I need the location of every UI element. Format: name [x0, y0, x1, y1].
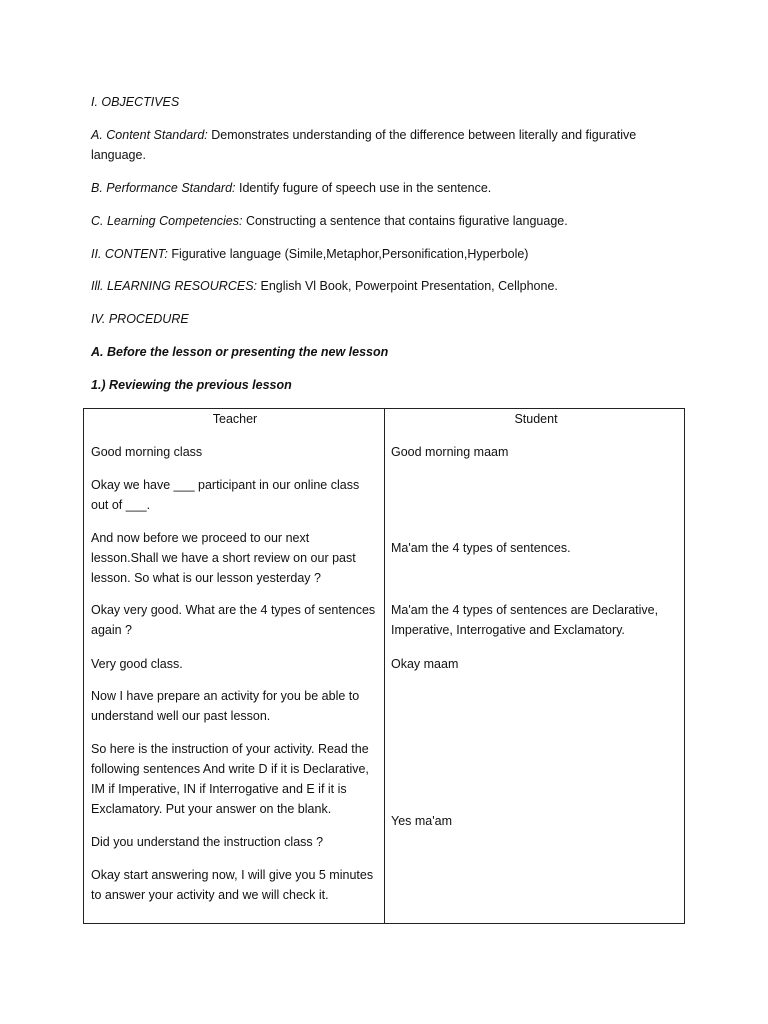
student-line: Okay maam [391, 657, 459, 671]
teacher-line: Okay start answering now, I will give you 5 minutes to answer your activity and we will check it. [91, 868, 374, 902]
student-line: Ma'am the 4 types of sentences. [391, 541, 571, 555]
content-standard-label: A. Content Standard: [91, 128, 208, 142]
teacher-line: Okay we have ___ participant in our online class out of ___. [91, 478, 360, 512]
learning-competencies [91, 211, 676, 231]
teacher-line: Good morning class [91, 445, 203, 459]
resources-label: Ill. LEARNING RESOURCES: [91, 279, 258, 293]
learning-competencies-label: C. Learning Competencies: [91, 214, 243, 228]
teacher-column-header: Teacher [212, 412, 258, 426]
student-line: Yes ma'am [391, 814, 452, 828]
procedure-subheading: A. Before the lesson or presenting the new lesson [91, 345, 389, 359]
procedure-step: 1.) Reviewing the previous lesson [91, 378, 292, 392]
content-text: Figurative language (Simile,Metaphor,Personification,Hyperbole) [167, 247, 529, 261]
teacher-line: Did you understand the instruction class ? [91, 835, 324, 849]
student-column-header: Student [514, 412, 558, 426]
resources-section [91, 276, 676, 296]
content-section [91, 244, 676, 264]
column-divider [384, 409, 385, 923]
procedure-heading: IV. PROCEDURE [91, 312, 189, 326]
teacher-line: So here is the instruction of your activity. Read the following sentences And write D if it is Declarative, IM if Imperative, IN if Interrogative and E if it is Exclamatory. Put your answer on the blank. [91, 742, 369, 816]
teacher-line: Now I have prepare an activity for you be able to understand well our past lesson. [91, 689, 360, 723]
student-line: Good morning maam [391, 445, 509, 459]
content-standard-text: Demonstrates understanding of the difference between literally and figurative language. [91, 128, 637, 162]
learning-competencies-text: Constructing a sentence that contains figurative language. [242, 214, 568, 228]
performance-standard-text: Identify fugure of speech use in the sentence. [235, 181, 492, 195]
student-line: Ma'am the 4 types of sentences are Declarative, Imperative, Interrogative and Exclamatory. [391, 603, 659, 637]
content-label: II. CONTENT: [91, 247, 168, 261]
teacher-line: Okay very good. What are the 4 types of sentences again ? [91, 603, 376, 637]
performance-standard [91, 178, 676, 198]
objectives-heading: I. OBJECTIVES [91, 95, 180, 109]
teacher-line: And now before we proceed to our next lesson.Shall we have a short review on our past lesson. So what is our lesson yesterday ? [91, 531, 356, 585]
resources-text: English Vl Book, Powerpoint Presentation, Cellphone. [257, 279, 558, 293]
content-standard [91, 125, 676, 165]
performance-standard-label: B. Performance Standard: [91, 181, 236, 195]
teacher-line: Very good class. [91, 657, 183, 671]
teacher-student-table [83, 408, 685, 924]
